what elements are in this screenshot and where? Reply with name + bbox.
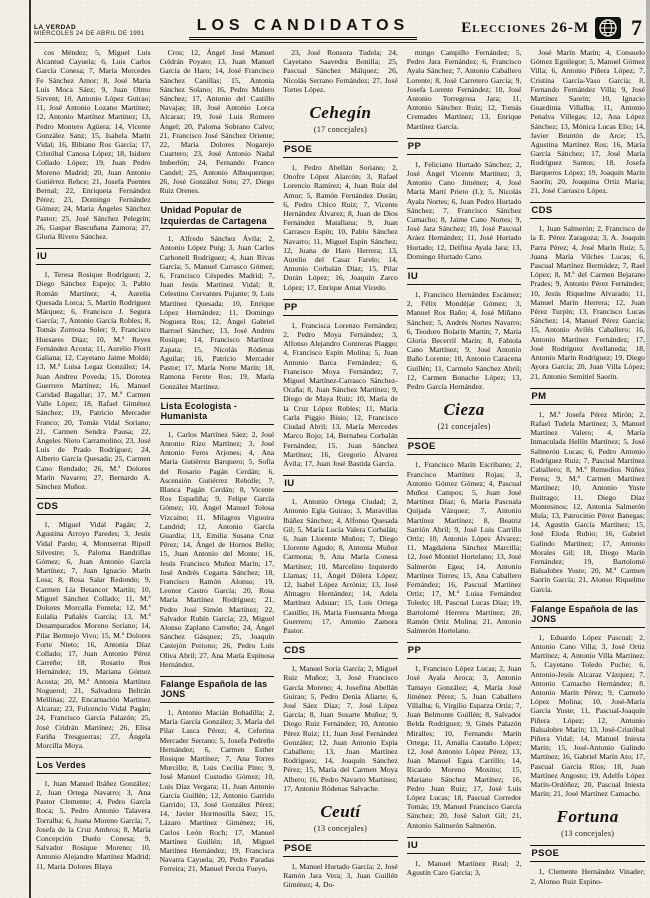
list-header: Falange Española de las JONS — [160, 676, 275, 703]
town-seats: (21 concejales) — [437, 422, 491, 432]
candidate-list: 1, Pedro Abellán Soriano; 2, Onofre López Alarcón; 3, Rafael Lorencio Ramírez; 4, Juan Ruiz del Amor; 5, Ramón Fernández Durán; 6, Pedro Chico Ruiz; 7, Vicente Hernández Álvarez; 8, Juan de Dios Fernández Matallana; 9, Juan Carrasco Espín; 10, Pablo Sánchez Navarro; 11, Miguel Espín Sánchez; 12, Juana de Haro Herrera; 13, Aurelio del Casar Farelo; 14, Antonio Corbalán Díaz; 15, Pilar Durán López; 16, Joaquín Zarco López; 17, Enrique Amat Vicedo. — [283, 163, 398, 292]
party-header-cds: CDS — [530, 202, 645, 219]
candidate-list: 1, Antonio Macián Bobadilla; 2, María García González; 3, María del Pilar Lasca Pérez; 4, Ceferina Mercader Serrano; 5, Josefa Pedreño Hernández; 6, Carmen Esther Rosique Martínez; 7, Ana Torres Murcillo; 8, Luis Cecilia Pino; 9, José Manuel Custodio Gómez; 10, Luis Díaz Vergara; 11, Juan Antonio García Guillén; 12, Antonio Garrido Garrido; 13, José González Pérez; 14, Javier Hormosilla Sáez; 15, Lázaro Martínez Giménez; 16, Carlos León Roch; 17, Manuel Martínez Guillén; 18, Miguel Martínez Hernández; 19, Francisca Navarra Cayuela; 20, Pedro Paradas Ferreira; 21, Manuel Percia Fueyo, — [159, 707, 275, 874]
party-header-psoe: PSOE — [283, 141, 398, 158]
column-3 — [283, 46, 398, 894]
candidate-list: 1, Manuel Martínez Real; 2, Agustín Caro García; 3, — [406, 858, 522, 878]
candidate-list: Cros; 12, Ángel José Manuel Celdrán Poyato; 13, Juan Manuel García de Haro; 14, José Francisco Sánchez Canillas; 15, Antonia Sánchez Solano; 16, Pedro Mulero Sánchez; 17, Antonio del Castillo Navajas; 18, José Antonio Lorca Alcaraz; 19, José Luis Romero Ángel; 20, Paloma Sobrano Calvo; 21, Francisco José Sánchez Oriente; 22, María Dolores Nogarejo Cuartero; 23, José Antonio Nadal Imberlón; 24, Fernando Franco Candel; 25, Antonio Albuquerque; 26, José González Soto; 27, Diego Ruiz Orenes. — [159, 48, 275, 196]
globe-icon — [595, 17, 621, 39]
candidate-list: 1, Manuel Soria García; 2, Miguel Ruiz Muñoz; 3, José Francisco García Moreno; 4, Josefina Abellán Guirao; 5, Pedro Denia Aliarte; 6, José Sáez Díaz; 7, José López García; 8, Juan Susarte Muñoz; 9, Diego Ruiz Fernández; 10, Antonio Pérez Ruiz; 11, Juan José Fernández González; 12, Juan Antonio Espía Caballero; 13, Juan Martínez Rodríguez; 14, Joaquín Sánchez Pérez; 15, María del Carmen Moya Albero; 16, Pedro Navarro Martínez; 17, Antonio Ródenas Salvache. — [283, 664, 398, 793]
list-header: Lista Ecologista - Humanista — [160, 398, 275, 425]
section-title: LOS CANDIDATOS — [189, 17, 418, 40]
party-header-iu: IU — [407, 268, 522, 285]
town-seats: (17 concejales) — [313, 125, 368, 135]
scan-edge-line — [29, 0, 31, 898]
list-header: Los Verdes — [36, 757, 151, 774]
town-header — [283, 103, 398, 134]
party-header-cds: CDS — [36, 498, 151, 515]
candidate-list: 1, Antonio Ortega Ciudad; 2, Antonio Egía Guirao; 3, Maravillas Ibáñez Sánchez; 4, Alfonso Quesada Gil; 5, María Lucía Valera Corbalán; 6, Juan Llorente Muñoz; 7, Diego Llorente Agudo; 8, Antonia Muñoz Carmona; 9, Ana María Conesa Martínez; 10, Marcelino Izquierdo Llamas; 11, Ángel Dólera López; 12, Isabel López Arróniz; 13, José Almagro Hernández; 14, Adela Martínez Adsuar; 15, Luis Ortega Castillo; 16, María Fuensanta Morga Guerrero; 17, Antonio Zamora Pastor. — [283, 497, 398, 635]
candidate-list: 1, Manuel Hurtado García; 2, José Ramón Jara Vera; 3, Juan Guillén Giménez; 4, Do- — [283, 862, 398, 890]
column-5 — [530, 46, 645, 894]
candidate-columns — [36, 46, 645, 894]
party-header-pp: PP — [407, 138, 522, 155]
candidate-list: 1, Francisca Lorenzo Fernández; 2, Pedro Moya Fernández; 3, Alfonso Alejandro Contreras Piaggo; 4, Francisco Espín Molina; 5, Juan Antonio Barca Fernández; 6, Francisco Moya Fernández; 7, Miguel Martínez-Carrasco Sánchez-Ocaña; 8, Juan Sánchez Martínez; 9, Diego de Maya Ruiz; 10, María de la Cruz López Robles; 11, María Carla Piggio Bisio; 12, Francisco Ciudad Abril; 13, María Mercedes Marco Rojo; 14, Bernabea Corbalán Fernández; 15, Juan Sánchez Martínez; 16, Gregorio Álvarez Ávila; 17, Juan José Bastida García. — [283, 320, 398, 468]
column-2 — [160, 46, 275, 894]
party-header-pp: PP — [407, 642, 522, 659]
candidate-list: 1, M.ª Josefa Pérez Mirón; 2, Rafael Tudela Martínez; 3, Manuel Martínez Valero; 4, María Inmaculada Hellín Martínez; 5, José Salmerón Lucas; 6, Pedro Antonio Rodríguez Ruiz; 7, Pascual Martínez Caballero; 8, M.ª Remedios Núñez Perea; 9, M.ª Carmen Martínez Martínez; 10, Antonio Yuste Buitrago; 11, Diego Díaz Montesinos; 12, Antonia Salmerón Mula; 13, Patrocinio Pérez Banegas; 14, Agustín García Martínez; 15, José Eloda Rubio; 16, Gabriel Galindo Martínez; 17, Antonio Morales Gil; 18, Diego Marín Fernández; 19, Bartolomé Balsalobre Yuste; 20, M.ª Carmen Saorín García; 21, Alonso Riquelme García. — [530, 409, 645, 594]
candidate-list: José Marín Marín; 4, Consuelo Gómez Eguilegor; 5, Manuel Gómez Villa; 6, Antonio Piñera López; 7, Cristina García-Vaso García; 8, Fernando Fernández Villa; 9, José Martínez Saorín; 10, Ignacio Guardinia Villalba; 11, Antonio Penalva Villegas; 12, Ana López Sánchez; 13, Mónica Lucas Elio; 14, Javier Bruntón de Arce; 15, Agustina Martínez Ros; 16, María García Sánchez; 17, José María Rodríguez Santos; 18, Josefa Barqueros López; 19, Joaquín Marín Saorín; 20, Joaquina Ortiz María; 21, José Carrasco López. — [530, 48, 645, 196]
column-4 — [407, 46, 522, 894]
candidate-list: mingo Campillo Fernández; 5, Pedro Jara Fernández; 6, Francisco Ayala Sánchez; 7, Antonio Caballero Lorente; 8, José Carretero García; 9, Josefa Lorente Fernández; 10, José Antonio Torregrosa Jara; 11, Antonio Sánchez Ruiz; 12, Tomás Cremades Martínez; 13, Enrique Martínez García. — [406, 48, 522, 131]
date-line: MIÉRCOLES 24 DE ABRIL DE 1991 — [34, 30, 145, 38]
list-header: Unidad Popular de Izquierdas de Cartagena — [160, 202, 275, 229]
town-header — [530, 807, 645, 838]
candidate-list: 1, Francisco López Lucas; 2, Juan José Ayala Aroca; 3, Antonio Tamayo González; 4, María José Jiménez Pérez; 5, Juan Caballero Villalba; 6, Virgilio Esparza Ortiz; 7, Juan Belmonte Guillén; 8, Salvador Belda Rodríguez; 9, Ginés Palazón Miralles; 10, Fernando Marín Ortega; 11, Amalia Castaño López; 12, José Antonio López Pérez; 13, Juan Manuel Egea Carrillo; 14, Ricardo Moreno Moxino; 15, Mariano Sánchez Martínez; 16, Pedro Juan Ruiz; 17, José Luis López Lucas; 18, Pascual Corredor Tomás; 19, Manuel Francisco García Sánchez; 20, José Salort Gil; 21, Antonio Salmerón Salmerón. — [406, 664, 522, 830]
party-header-iu: IU — [407, 837, 522, 854]
candidate-list: 1, Alfredo Sánchez Ávila; 2, Antonio López Puig; 3, Juan Carlos Carbonell Rodríguez; 4, Juan Rivas García; 5, Manuel Carrasco Gómez; 6, Francisco Céspedes Madrid; 7, Juan Jesús Martínez Vidal; 8, Celestino Cervantes Pujante; 9, Luis Martínez Quesada; 10, Enrique López Hernández; 11, Domingo Noguera Ros; 12, Ángel Gabriel Barruel Sánchez; 13, José Andreu Rosique; 14, Francisco Martínez Zapata; 15, Nicolás Ródenas Aguilar; 16, Patricio Mercader Pastor; 17, María Norte Marín; 18, Ramona Ferete Ros; 19, María González Martínez. — [159, 234, 275, 391]
page-number: 7 — [630, 15, 642, 40]
edition-block — [461, 15, 644, 42]
scan-corner-shade — [646, 0, 650, 898]
party-header-cds: CDS — [283, 642, 398, 659]
candidate-list: 23, José Ronsora Tudela; 24, Cayetano Saavedra Bonilla; 25, Pascual Sánchez Málquez; 26, Nicolás Serrano Fernández; 27, José Tortes López. — [283, 48, 398, 94]
list-header: Falange Española de las JONS — [530, 601, 645, 628]
town-name: Ceutí — [320, 802, 361, 821]
candidate-list: cos Méndez; 5, Miguel Luis Alcantud Cayuela; 6, Luis Carlos García Conesa; 7, María Mercedes Fe Sánchez Amor; 8, José María Luis Moca Sáez; 9, Juan Olmo Sirvent; 10, Antonio López Guirao; 11, José Antonio Lozano Martínez; 12, Antonio Martínez Martínez; 13, Pedro Montero Agüera; 14, Vicente González Sanz; 15, Isabela Marín Vidal; 16, Bibiano Ros García; 17, Cristóbal Canosa López; 18, Isidoro Collado López; 19, Juan Pedro Moreno Madrid; 20, Juan Antonio Gutiérrez Rehce; 21, Josefa Puentes Bernal; 22, Enriqueta Fernández Pérez; 23, Domingo Fernández Gómez; 24, María Ángeles Sánchez Pastor; 25, José Sánchez Pelegrín; 26, Gaspar Bascuñana Zamora; 27, Gloria Rivero Sánchez. — [36, 48, 151, 242]
candidate-list: 1, Juan Salmerón; 2, Francisco de la E. Pérez Zaragoza; 3, A. Joaquín Parra Pérez; 4, José Marín Ruiz; 5, Juana María Vilches Lucas; 6, Pascual Martínez Bermúdez; 7, Rael López; 8, M.ª del Carmen Bejarano Prades; 9, Antonio Pérez Fernández; 10, Jesús Riquelme Alvarado; 11, Manuel Marín Herrera; 12, Juan Pérez Turpín; 13, Francisco Lucas Sánchez; 14, Manuel Pérez García; 15, Antonio Avilés Caballero; 16, Antonio Martínez Fernández; 17, José Rodríguez Avellaneda; 18, Antonio Marín Rodríguez; 19, Diego Ayora García; 20, Juan Villa López; 21, Antonio Semitiel Saorín. — [530, 224, 645, 381]
candidate-list: 1, Eduardo López Pascual; 2, Antonio Cano Villa; 3, José Ortiz Martínez; 4, Antonio Villa Martínez; 5, Cayetano Toledo Puche; 6, Antonio-Jesús Alcaraz Vázquez; 7, Antonio Camacho Hernández; 8, Antonio Marín Pérez; 9, Carmelo López Molina; 10, José-María García Yuste; 11, Pascual-Joaquín Piñera López; 12, Antonio Balsalobre Marín; 13, José-Cristóbal Piñera Vidal; 14, Manuel Iniesta Marín; 15, José-Antonio Galindo Martínez; 16, Gabriel Marín Ato; 17, Pascual García Ríos; 18, Juan Martínez Angosto; 19, Adelfo López Marín-Ordóñez; 20, Pascual Iniesta Marín; 21, José Martínez Camacho. — [530, 632, 645, 799]
town-header — [407, 400, 522, 431]
paper-name: LA VERDAD — [34, 23, 77, 31]
edition-label: Elecciones 26-M — [461, 19, 589, 36]
town-name: Cieza — [443, 400, 485, 420]
party-header-iu: IU — [283, 475, 398, 492]
party-header-pm: PM — [530, 388, 645, 405]
candidate-list: 1, Miguel Vidal Pagán; 2, Agustina Arroyo Paredes; 3, Jesús Vidal Pardo; 4, Montserrat Ripoll Silvestre; 5, Paloma Bandrillas Gómez; 6, Juan Antonio García Martínez; 7, Juan Ignacio Marín Losa; 8, Rosa Salar Redondo; 9, Carmen Lía Betancor Martín; 10, Miguel Sánchez Collado; 11, M.ª Dolores Morcalla Fontela; 12, M.ª Eulalia Pañalés García; 13, M.ª Desamparados Moreno Soriano; 14, Pilar Bermejo Vivo; 15, M.ª Dolores Forte Nieto; 16, Antonia Díaz Collado; 17, Juan Antonio Pérez Carreño; 18, Rosario Ros Hernández; 19, Mariana Gómez Acosta; 20, M.ª Antonia Martínez Noguerol; 21, Salvadora Beltrán Mellinas; 22, Encarnación Martínez Alcaraz; 23, Fulcencio Vidal Pagán; 24, Francisco García Palazón; 25, José Cridrán Martínez; 26, Elisa Fariña Tresguerras; 27, Ángela Morcilla Moya. — [36, 520, 151, 751]
candidate-list: 1, Juan Manuel Ibáñez González; 2, Juan Ortega Navarro; 3, Ana Pastor Clemente; 4, Pedro García Roca; 5, Pedro Antonio Talavera Torralba; 6, Juana Moreno García; 7, Josefa de la Cruz Ambros; 8, María Concepción Duelo Conesa; 9, Salvador Rosique Moreno; 10, Antonio Alejandro Martínez Madrid; 11, María Dolores Blaya — [36, 778, 151, 871]
town-seats: (13 concejales) — [313, 824, 368, 833]
party-header-pp: PP — [283, 299, 398, 316]
candidate-list: 1, Francisco Marín Escribano; 2, Francisco Martínez Rojas; 3, Antonio Gómez Gómez; 4, Pascual Muñoz Campos; 5, Juan José Martínez Díaz; 6, María Pascuala Quijada Vázquez; 7, Antonio Martínez Martínez; 8, Beatriz Sarrión Abril; 9, José Luis Carrillo Ortiz; 10, Antonio López Álvarez; 11, Magdalena Sánchez Marcilla; 12, José Montiel Hortelano; 13, José Salmerón Egea; 14, Antonio Martínez Torres; 15, Ana Caballero Fernández; 16, Pascual Martínez Ortiz; 17, M.ª Luisa Fernández Toledo; 18, Pascual Lucas Díaz; 19, Bartolomé Herrera Martínez; 20, Ramón Ortiz Molina; 21, Antonio Salmerón Hortelano. — [406, 460, 522, 635]
candidate-list: 1, Feliciano Hurtado Sánchez; 2, José Ángel Vicente Martínez; 3, Antonio Cano Jiménez; 4, José María Martí Prieto (I.); 5, Nicolás Ayala Nortes; 6, Juan Pedro Hurtado Sánchez; 7, Francisco Sánchez Camacho; 8, Jaime Cano Nortes; 9, José Jara Sánchez; 10, José Pascual Aráez Hernández; 11, José Hurtado Hurtado; 12, Delfina Ayala Jara; 13, Domingo Hurtado Cano. — [406, 159, 522, 261]
candidate-list: 1, Francisco Hernández Escámez; 2, Félix Mondéjar Gómez; 3, Manuel Ros Baño; 4, José Miñano Sánchez; 5, Andrés Nortes Navarro; 6, Teodoro Bolarín Martín; 7, María Gloria Becerril Marín; 8, Fabiola Cano Martínez; 9, José Antonio Baño Lorente; 10, Antonio Caracena Guillén; 11, Carmelo Sánchez Abril; 12, Carmen Bonache López; 13, Pedro García Hernández. — [406, 290, 522, 392]
party-header-psoe: PSOE — [407, 438, 522, 455]
newspaper-brand — [34, 25, 145, 42]
candidate-list: 1, Teresa Rosique Rodríguez; 2, Diego Sánchez Espejo; 3, Pablo Román Martínez; 4, Aurelia Quesada Lorca; 5, Martín Rodríguez Márquez; 6, Francisco J. Segura García; 7, Antonio García Robles; 8, Tomás Zornoza Soler; 9, Francisco Huesares Díaz; 10, M.ª Reyes Fernández Acosta; 11, Aurelio Florit Galiana; 12, Cayetano Jaime Moldó; 13, M.ª Luisa Legaz González; 14, Juan Andreu Poveda; 15, Dorotea Guerrero Martínez; 16, Manuel Caridad Bagallar; 17, M.ª Carmen Valle López; 18, Rafael Giménez Sánchez; 19, Patricio Mercader Franco; 20, Tomás Vidal Soriano; 21, Carmen Sendra Pausa; 22, Ángeles Nieto Carramolino; 23, José Luis de Prado Rodríguez; 24, Alberto García Quesada; 25, Carmen Cano Rendado; 26, M.ª Dolores Marín Navarro; 27, Bernardo A. Sánchez Muñoz. — [36, 270, 151, 491]
column-1 — [36, 46, 151, 894]
town-seats: (13 concejales) — [561, 829, 615, 839]
party-header-psoe: PSOE — [283, 840, 398, 857]
town-name: Cehegín — [309, 103, 372, 123]
candidate-list: 1, Clemente Hernández Vinader; 2, Alonso Ruiz Espino- — [530, 867, 645, 886]
party-header-iu: IU — [36, 248, 151, 265]
masthead — [34, 8, 644, 43]
town-name: Fortuna — [556, 807, 619, 827]
candidate-list: 1, Carlos Martínez Sáez; 2, José Antonio Rizo Martínez; 3, José Antonio Feres Arjones; 4, Ana María Gutiérrez Barquero; 5, Sofía del Rosario Pagán Cerdán; 6, Ascensión Gutiérrez Rebolle; 7, Blanca Pagán Cerdán; 8, Vicente Ros Espadiña; 9, Felipe García Gómez; 10, Ángel Manuel Tolosa Vizcaíno; 11, Milagros Viguoira Landrid; 12, Antonio García Guardia; 13, Emilia Susana Cruz Pérez; 14, Ángel de Hornos Bello; 15, Juan Antonio del Monte; 16, Jesús Francisco Muñoz Marín; 17, José Andrés Cegarra Sánchez; 18, Francisco Ramón Alonso; 19, Leonor Castro García; 20, Rosa María Martínez Rodríguez; 21, Pedro José Simón Martínez; 22, Salvador Rubín García; 23, Miguel Alonso Zaplano Carreño; 24, Ángel Sánchez Gásquez; 25, Joaquín Castejón Periono; 26, Pedro Luis Oliva Abril; 27, Ana María Espinosa Hernández. — [159, 429, 275, 669]
town-header — [283, 802, 398, 833]
party-header-psoe: PSOE — [530, 845, 645, 862]
